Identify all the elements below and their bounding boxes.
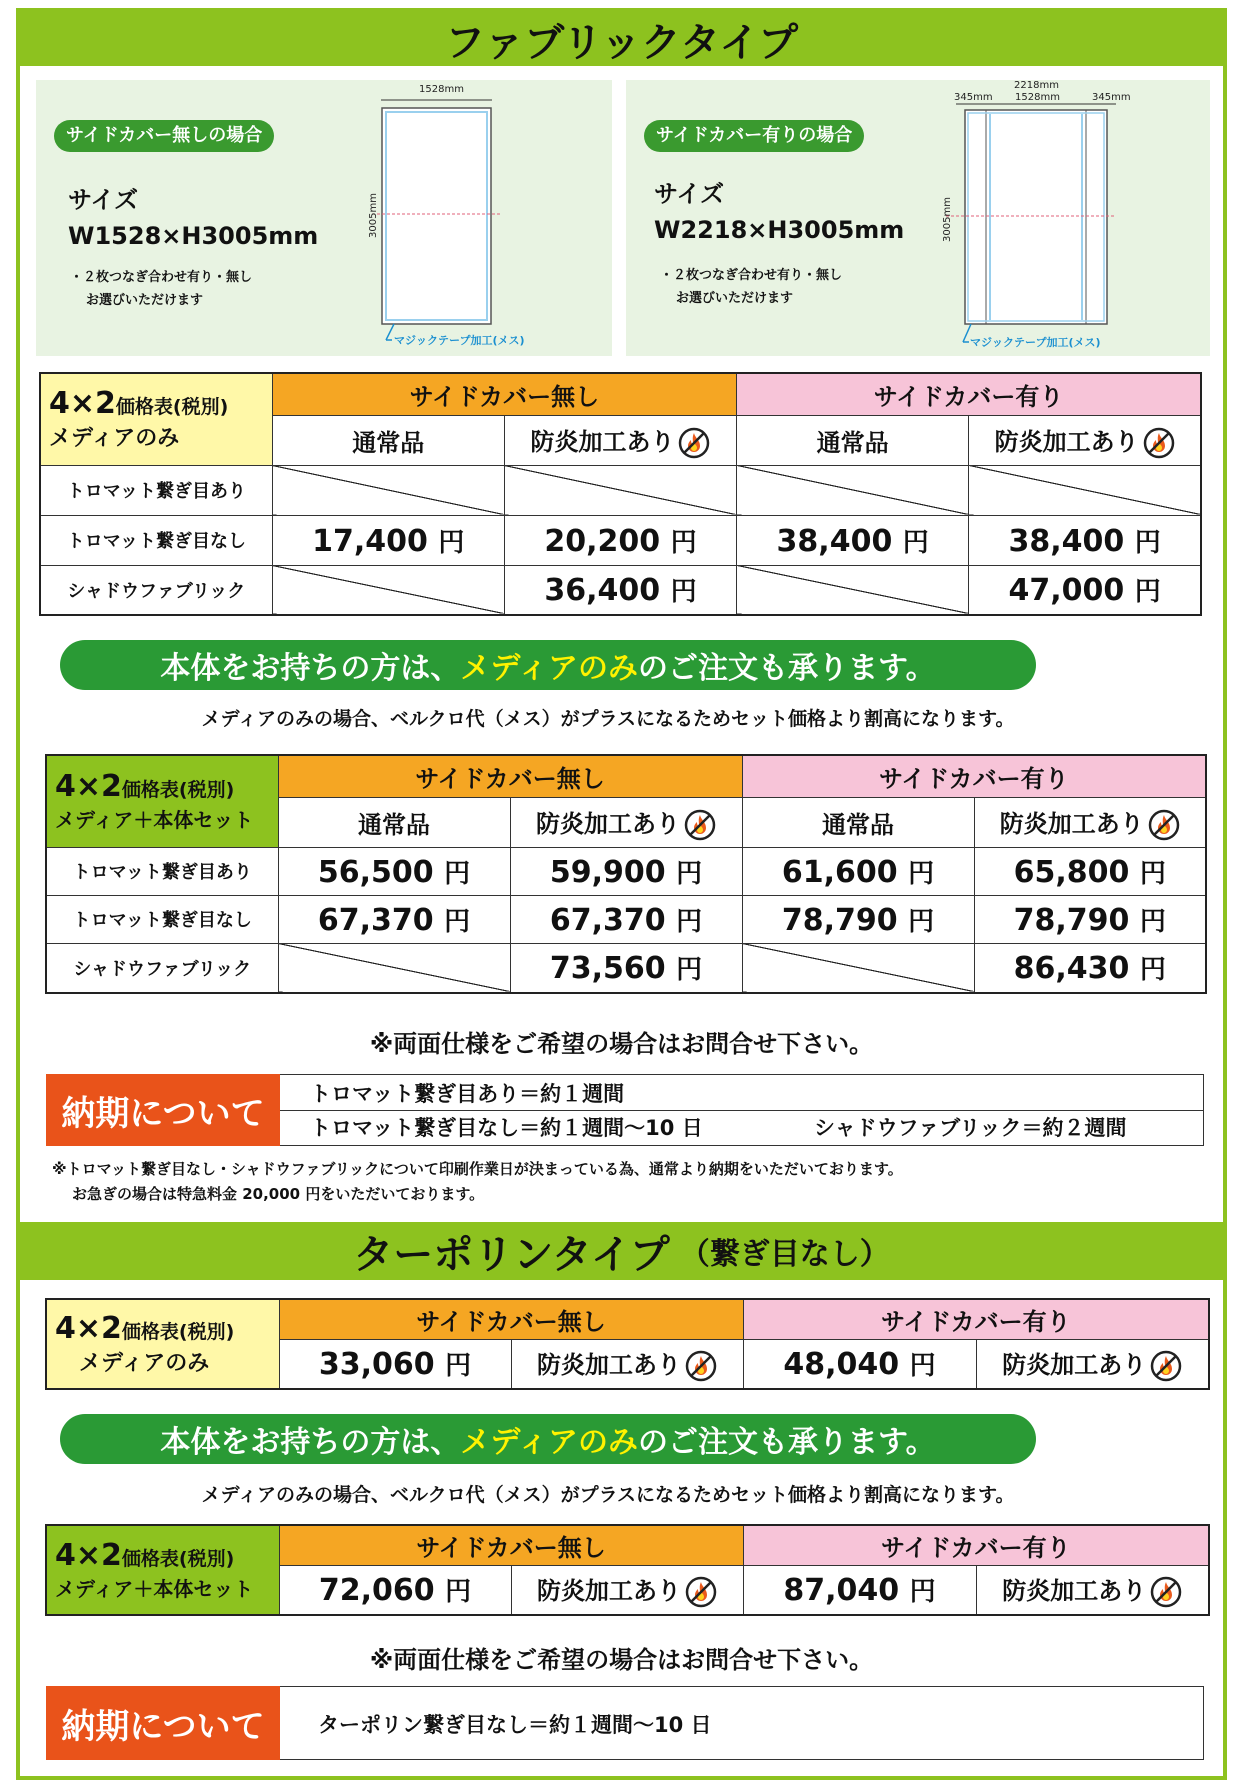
header-no-cover: サイドカバー無し — [279, 1525, 743, 1565]
price-cell: 87,040 円 — [743, 1565, 976, 1615]
price-cell: 33,060 円 — [279, 1339, 511, 1389]
price-cell: 47,000 円 — [969, 565, 1201, 615]
dimension-center: 1528mm — [1015, 92, 1060, 103]
panel-diagram — [626, 80, 1210, 356]
header-no-cover: サイドカバー無し — [278, 755, 742, 797]
header-no-cover: サイドカバー無し — [279, 1299, 743, 1339]
price-cell: 86,430 円 — [974, 943, 1206, 993]
dimension-height: 3005mm — [368, 193, 379, 238]
price-cell: 48,040 円 — [743, 1339, 976, 1389]
subheader-fire: 防炎加工あり — [976, 1339, 1209, 1389]
note-line: ・２枚つなぎ合わせ有り・無し — [660, 268, 843, 283]
table-corner: 4×2価格表(税別) メディア＋本体セット — [46, 1525, 279, 1615]
header-with-cover: サイドカバー有り — [742, 755, 1206, 797]
note-line: ・２枚つなぎ合わせ有り・無し — [70, 270, 253, 285]
subheader-fire: 防炎加工あり — [976, 1565, 1209, 1615]
fire-retardant-icon — [1150, 1350, 1182, 1382]
badge-no-cover: サイドカバー無しの場合 — [54, 120, 274, 152]
price-cell: 61,600 円 — [742, 847, 974, 895]
price-cell-empty — [504, 465, 736, 515]
subheader-normal: 通常品 — [272, 415, 504, 465]
row-label: トロマット繋ぎ目あり — [40, 465, 272, 515]
subheader-normal: 通常品 — [742, 797, 974, 847]
delivery-line: トロマット繋ぎ目あり＝約１週間 — [310, 1082, 625, 1106]
header-no-cover: サイドカバー無し — [272, 373, 736, 415]
dimension-width: 1528mm — [419, 84, 464, 95]
table-corner: 4×2価格表(税別) メディアのみ — [40, 373, 272, 465]
price-cell-empty — [737, 465, 969, 515]
header-with-cover: サイドカバー有り — [743, 1299, 1209, 1339]
badge-with-cover: サイドカバー有りの場合 — [644, 120, 864, 152]
footnote: お急ぎの場合は特急料金 20,000 円をいただいております。 — [72, 1185, 485, 1203]
price-cell: 67,370 円 — [510, 895, 742, 943]
fire-retardant-icon — [685, 1350, 717, 1382]
fire-retardant-icon — [1148, 809, 1180, 841]
subheader-fire: 防炎加工あり — [969, 415, 1201, 465]
header-with-cover: サイドカバー有り — [737, 373, 1201, 415]
price-cell-empty — [742, 943, 974, 993]
price-cell: 59,900 円 — [510, 847, 742, 895]
banner-note: メディアのみの場合、ベルクロ代（メス）がプラスになるためセット価格より割高になります。 — [201, 1484, 1015, 1506]
price-cell: 38,400 円 — [969, 515, 1201, 565]
subheader-fire: 防炎加工あり — [510, 797, 742, 847]
size-label: サイズ — [68, 186, 139, 214]
price-table-tarp-media — [45, 1298, 1210, 1390]
subheader-fire: 防炎加工あり — [511, 1339, 743, 1389]
row-label: トロマット繋ぎ目なし — [46, 895, 278, 943]
footnote: ※トロマット繋ぎ目なし・シャドウファブリックについて印刷作業日が決まっている為、通常より納期をいただいております。 — [52, 1160, 903, 1178]
price-cell: 20,200 円 — [504, 515, 736, 565]
row-label: シャドウファブリック — [46, 943, 278, 993]
size-label: サイズ — [654, 180, 725, 208]
subheader-normal: 通常品 — [737, 415, 969, 465]
price-cell: 36,400 円 — [504, 565, 736, 615]
size-value: W1528×H3005mm — [68, 222, 319, 250]
subheader-fire: 防炎加工あり — [504, 415, 736, 465]
table-corner: 4×2価格表(税別) メディア＋本体セット — [46, 755, 278, 847]
price-cell: 73,560 円 — [510, 943, 742, 993]
price-table-fabric-media — [39, 372, 1202, 616]
price-cell: 67,370 円 — [278, 895, 510, 943]
delivery-label: 納期について — [46, 1074, 280, 1146]
header-with-cover: サイドカバー有り — [743, 1525, 1209, 1565]
price-cell: 78,790 円 — [974, 895, 1206, 943]
fire-retardant-icon — [678, 427, 710, 459]
size-value: W2218×H3005mm — [654, 216, 905, 244]
fire-retardant-icon — [685, 1576, 717, 1608]
delivery-label: 納期について — [46, 1686, 280, 1760]
note-line: お選びいただけます — [676, 291, 794, 306]
dimension-left: 345mm — [954, 92, 993, 103]
delivery-line: シャドウファブリック＝約２週間 — [814, 1116, 1127, 1140]
note-line: お選びいただけます — [86, 293, 204, 308]
row-label: トロマット繋ぎ目あり — [46, 847, 278, 895]
both-sides-note: ※両面仕様をご希望の場合はお問合せ下さい。 — [369, 1646, 874, 1674]
price-table-tarp-set — [45, 1524, 1210, 1616]
row-label: シャドウファブリック — [40, 565, 272, 615]
spec-panel-no-cover — [36, 80, 612, 356]
price-cell: 72,060 円 — [279, 1565, 511, 1615]
media-only-banner: 本体をお持ちの方は、 メディアのみ のご注文も承ります。 — [60, 1414, 1036, 1464]
subheader-fire: 防炎加工あり — [511, 1565, 743, 1615]
price-cell: 56,500 円 — [278, 847, 510, 895]
price-cell-empty — [737, 565, 969, 615]
fire-retardant-icon — [1150, 1576, 1182, 1608]
section-title-fabric: ファブリックタイプ — [20, 12, 1223, 66]
fire-retardant-icon — [1143, 427, 1175, 459]
subheader-normal: 通常品 — [278, 797, 510, 847]
price-table-fabric-set — [45, 754, 1207, 994]
dimension-total: 2218mm — [1014, 80, 1059, 91]
both-sides-note: ※両面仕様をご希望の場合はお問合せ下さい。 — [369, 1030, 874, 1058]
price-cell-empty — [969, 465, 1201, 515]
dimension-right: 345mm — [1092, 92, 1131, 103]
section-title-tarpaulin: ターポリンタイプ （繋ぎ目なし） — [20, 1222, 1223, 1280]
magic-tape-label: マジックテープ加工(メス) — [394, 334, 525, 347]
banner-note: メディアのみの場合、ベルクロ代（メス）がプラスになるためセット価格より割高になります。 — [201, 708, 1015, 730]
price-cell-empty — [272, 565, 504, 615]
row-label: トロマット繋ぎ目なし — [40, 515, 272, 565]
panel-diagram — [36, 80, 612, 356]
delivery-line: トロマット繋ぎ目なし＝約１週間〜10 日 — [310, 1116, 703, 1140]
dimension-height: 3005mm — [942, 197, 953, 242]
magic-tape-label: マジックテープ加工(メス) — [970, 336, 1101, 349]
table-corner: 4×2価格表(税別) メディアのみ — [46, 1299, 279, 1389]
price-cell: 17,400 円 — [272, 515, 504, 565]
price-cell: 38,400 円 — [737, 515, 969, 565]
price-cell-empty — [272, 465, 504, 515]
price-cell: 65,800 円 — [974, 847, 1206, 895]
media-only-banner: 本体をお持ちの方は、 メディアのみ のご注文も承ります。 — [60, 640, 1036, 690]
price-cell: 78,790 円 — [742, 895, 974, 943]
fire-retardant-icon — [684, 809, 716, 841]
price-cell-empty — [278, 943, 510, 993]
spec-panel-with-cover — [626, 80, 1210, 356]
delivery-line: ターポリン繋ぎ目なし＝約１週間〜10 日 — [318, 1713, 712, 1737]
subheader-fire: 防炎加工あり — [974, 797, 1206, 847]
